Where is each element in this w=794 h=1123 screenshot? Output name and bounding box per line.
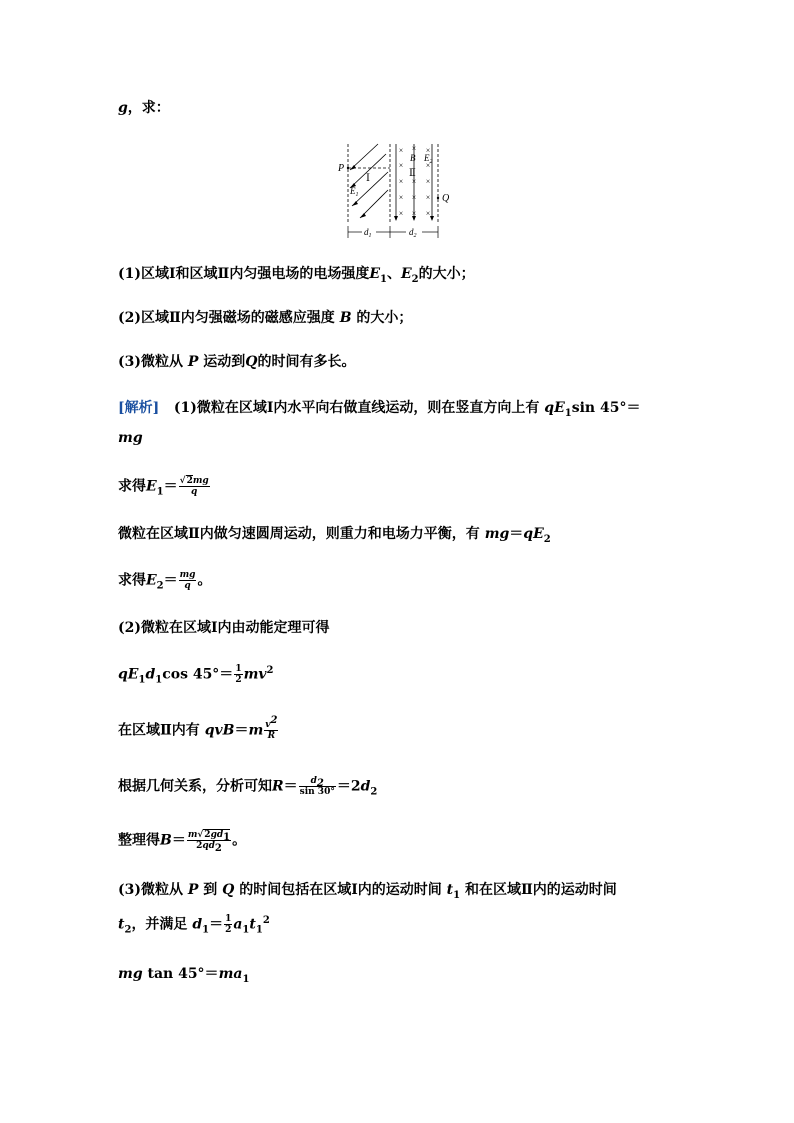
solution-line-3: 微粒在区域Ⅱ内做匀速圆周运动，则重力和电场力平衡，有 $mg=qE_2$ [118,526,551,545]
label-Q: Q [442,193,450,204]
cross-mark: × [398,146,404,155]
cross-mark: × [398,177,404,186]
cross-mark: × [425,193,431,202]
label-E1: $E_1$ [350,186,359,198]
cross-mark: × [398,209,404,218]
cross-mark: × [425,209,431,218]
solution-line-1b: mg [118,430,143,446]
solution-line-1: [解析] (1)微粒在区域Ⅰ内水平向右做直线运动，则在竖直方向上有 $qE_1\sin$ 45°＝ [118,400,641,419]
label-d1: $d_1$ [364,227,372,239]
question-1: (1)区域Ⅰ和区域Ⅱ内匀强电场的电场强度$E_1$、$E_2$的大小； [118,266,475,285]
cross-mark: × [411,193,417,202]
label-P: P [338,163,345,174]
label-E2: $E_2$ [424,153,433,165]
cross-mark: × [398,161,404,170]
question-2: (2)区域Ⅱ内匀强磁场的磁感应强度 B 的大小； [118,310,413,326]
cross-mark: × [411,209,417,218]
cross-mark: × [425,146,431,155]
cross-mark: × [425,177,431,186]
cross-mark: × [411,144,417,153]
label-region-II: Ⅱ [409,168,416,179]
label-d2: $d_2$ [409,227,417,239]
solution-line-12: mg $\tan 45^\circ=ma_1$ [118,966,250,985]
solution-line-5: (2)微粒在区域Ⅰ内由动能定理可得 [118,620,330,636]
solution-line-11: $t_2$，并满足 $d_1=$ $\frac{1}{2}$ $a_1t_1^2$ [118,914,270,936]
solution-line-10: (3)微粒从 P 到 Q 的时间包括在区域Ⅰ内的运动时间 $t_1$ 和在区域Ⅱ内的运动时间 [118,882,617,901]
physics-figure [334,140,454,246]
solution-line-9: 整理得B＝ $\frac{m√2gd_1}{2qd_2}$ 。 [118,830,247,854]
solution-line-6: $qE_1d_1\cos$ 45°＝ $\frac{1}{2}$ $mv^2$ [118,664,274,686]
cross-mark: × [425,161,431,170]
solution-line-2: 求得$E_1=$ $\frac{√2mg}{q}$ [118,476,209,498]
solution-line-4: 求得$E_2=$ $\frac{mg}{q}$ 。 [118,570,212,592]
label-region-I: Ⅰ [366,173,370,184]
var-g: g [118,100,128,116]
label-B: B [410,153,416,163]
cross-mark: × [398,193,404,202]
ask-text: ，求： [127,100,170,116]
analysis-tag: [解析] [118,400,160,416]
solution-line-7: 在区域Ⅱ内有 qvB＝m $\frac{v^2}{R}$ [118,715,278,741]
question-3: (3)微粒从 P 运动到Q的时间有多长。 [118,354,356,370]
solution-line-8: 根据几何关系，分析可知R＝ $\frac{d_2}{\sin 30^\circ}$ $=2d_2$ [118,776,378,798]
cross-mark: × [411,177,417,186]
header-line [118,98,170,118]
